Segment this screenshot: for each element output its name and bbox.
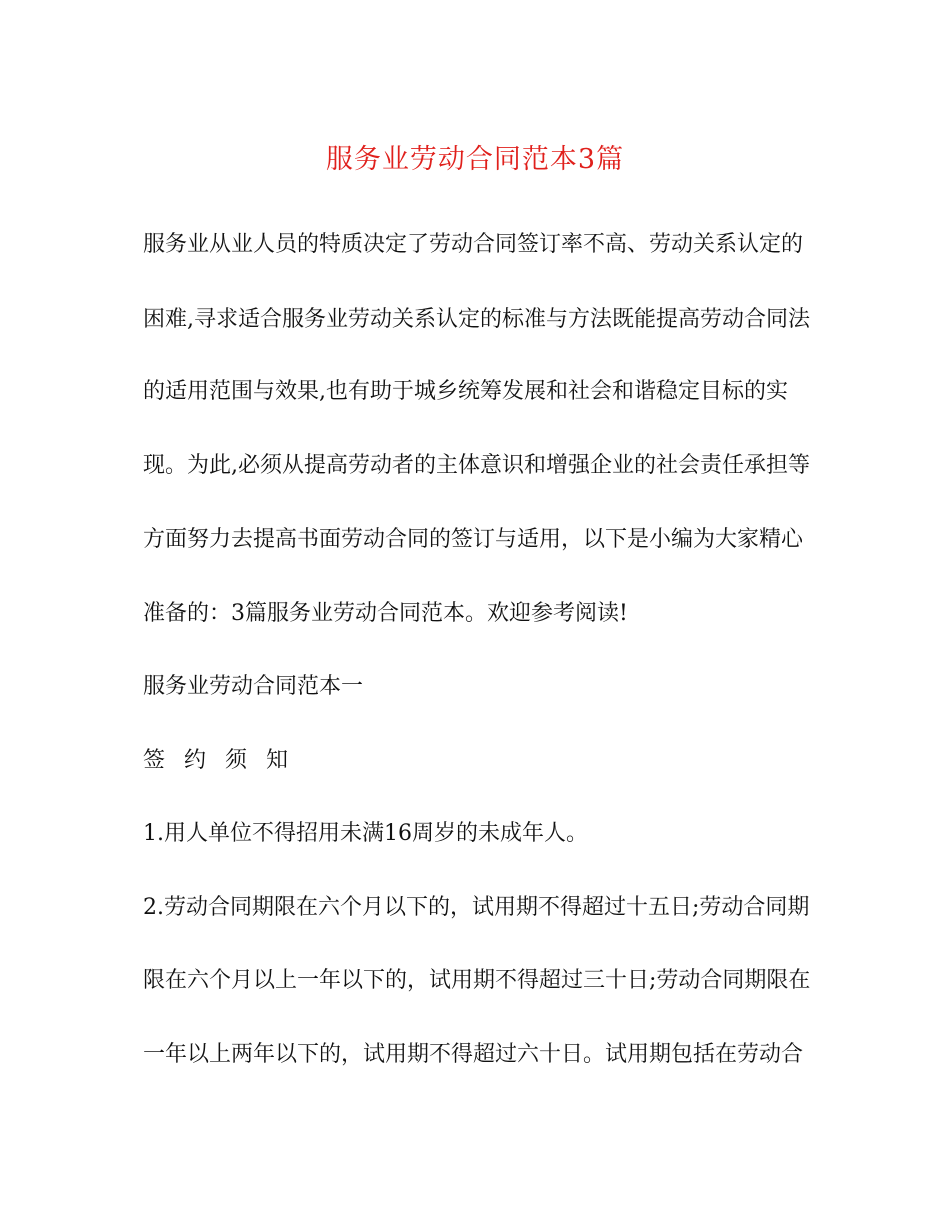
intro-line-2: 困难,寻求适合服务业劳动关系认定的标准与方法既能提高劳动合同法 bbox=[143, 307, 810, 332]
item-line-1: 1.用人单位不得招用未满16周岁的未成年人。 bbox=[143, 821, 588, 846]
section-heading: 服务业劳动合同范本一 bbox=[143, 674, 364, 699]
intro-line-6: 准备的：3篇服务业劳动合同范本。欢迎参考阅读! bbox=[143, 601, 628, 626]
notice-heading: 签 约 须 知 bbox=[143, 748, 294, 773]
document-title: 服务业劳动合同范本3篇 bbox=[325, 144, 625, 175]
intro-line-4: 现。为此,必须从提高劳动者的主体意识和增强企业的社会责任承担等 bbox=[143, 453, 810, 478]
intro-line-1: 服务业从业人员的特质决定了劳动合同签订率不高、劳动关系认定的 bbox=[143, 232, 804, 257]
item-line-3: 限在六个月以上一年以下的，试用期不得超过三十日;劳动合同期限在 bbox=[143, 968, 811, 993]
item-line-2: 2.劳动合同期限在六个月以下的，试用期不得超过十五日;劳动合同期 bbox=[143, 895, 810, 920]
item-line-4: 一年以上两年以下的，试用期不得超过六十日。试用期包括在劳动合 bbox=[143, 1042, 804, 1067]
intro-line-5: 方面努力去提高书面劳动合同的签订与适用，以下是小编为大家精心 bbox=[143, 527, 804, 552]
intro-line-3: 的适用范围与效果,也有助于城乡统筹发展和社会和谐稳定目标的实 bbox=[143, 379, 788, 404]
